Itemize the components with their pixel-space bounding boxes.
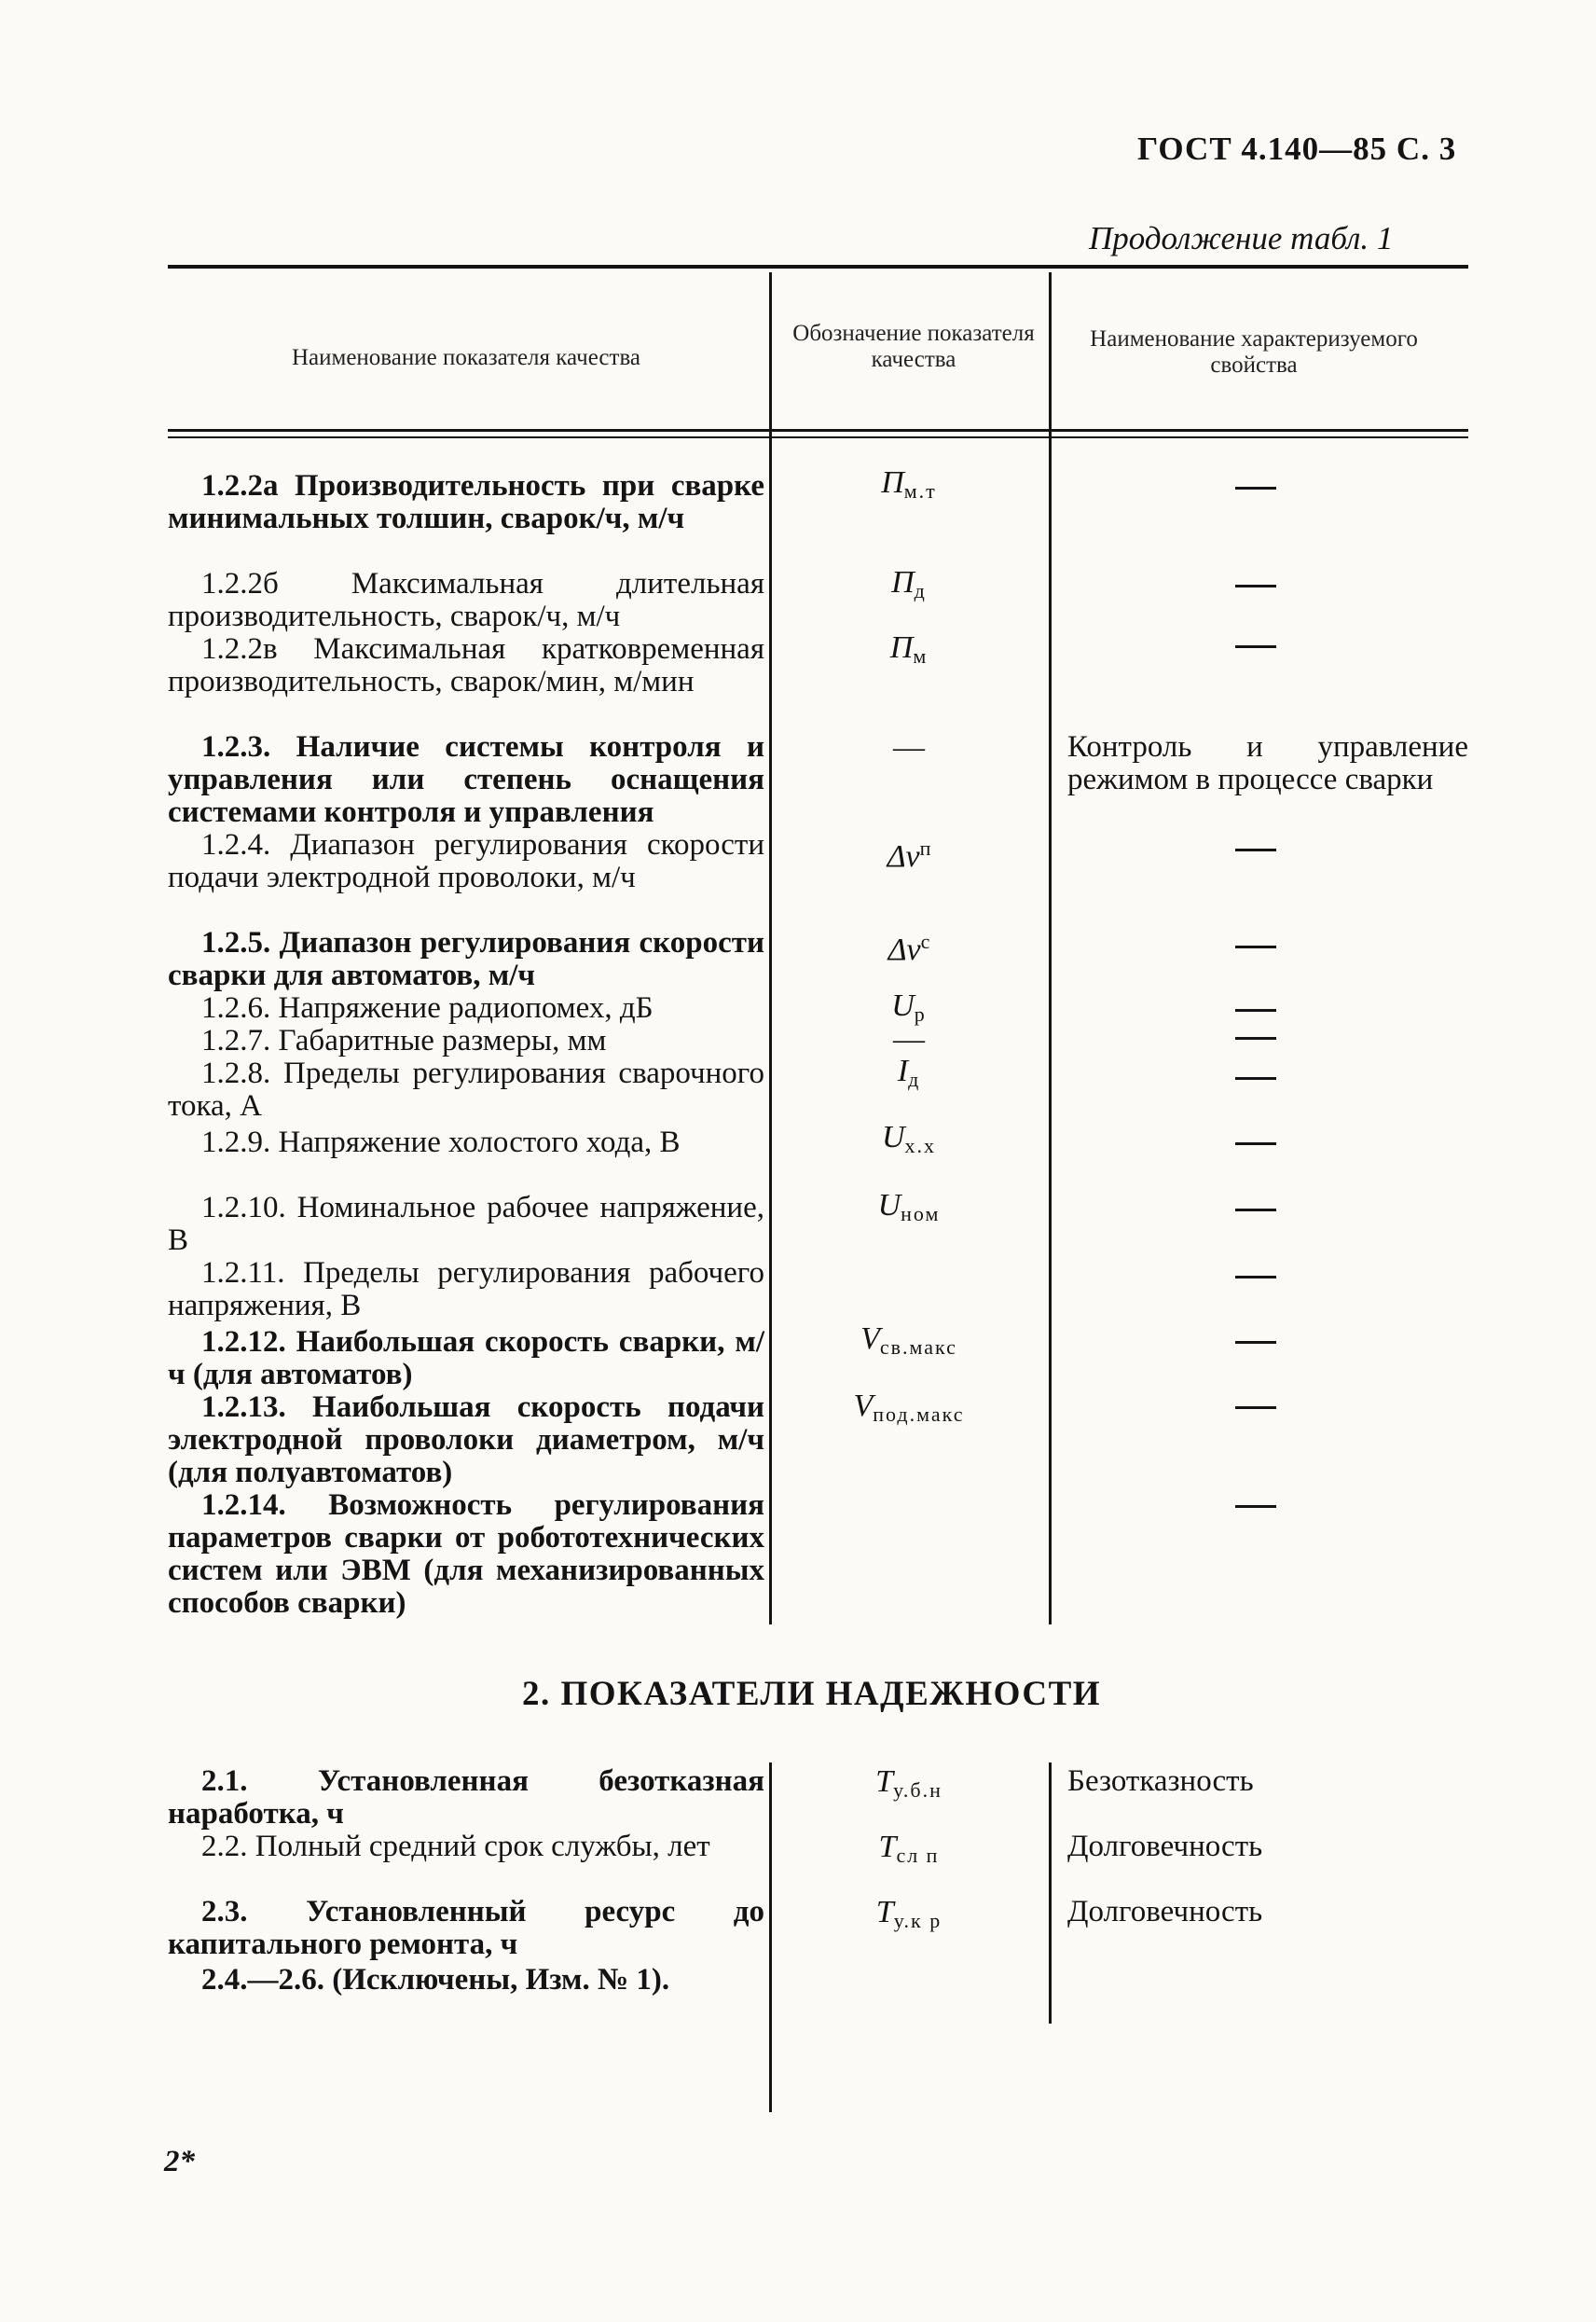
table-row	[168, 927, 764, 992]
property-text: Контроль и управление режимом в процессе сварки	[1067, 730, 1468, 796]
table-top-rule	[168, 265, 1468, 269]
indicator-symbol: —	[893, 1022, 925, 1057]
table-row	[168, 1489, 764, 1620]
indicator-symbol: —	[893, 730, 925, 765]
table-row	[168, 1326, 764, 1391]
column-divider-2	[1049, 272, 1052, 1624]
table-row	[168, 568, 764, 633]
property-dash	[1235, 645, 1276, 648]
signature-mark: 2*	[164, 2145, 195, 2178]
property-text: Безотказность	[1067, 1764, 1254, 1798]
indicator-name: 1.2.13. Наибольшая скорость подачи электродной проволоки диаметром, м/ч (для полуавтоматов)	[168, 1390, 764, 1489]
indicator-symbol: $П_д$	[891, 565, 927, 602]
section-title: 2. ПОКАЗАТЕЛИ НАДЕЖНОСТИ	[522, 1675, 1102, 1713]
property-dash	[1235, 487, 1276, 490]
property-dash	[1235, 1037, 1276, 1040]
indicator-name: 1.2.3. Наличие системы контроля и управления или степень оснащения системами контроля и управления	[168, 730, 764, 829]
indicator-name: 1.2.7. Габаритные размеры, мм	[201, 1024, 607, 1057]
table-row	[168, 1057, 764, 1123]
indicator-symbol: $П_м$	[889, 630, 929, 668]
column-header-name: Наименование показателя качества	[291, 345, 641, 370]
indicator-name: 1.2.9. Напряжение холостого хода, В	[201, 1126, 681, 1159]
indicator-name: 1.2.8. Пределы регулирования сварочного тока, А	[168, 1057, 764, 1123]
column-header-symbol: Обозначение показателя качества	[792, 321, 1035, 372]
property-dash	[1235, 946, 1276, 948]
indicator-symbol: $T_{сл п}$	[878, 1830, 940, 1867]
table-row	[168, 1025, 764, 1057]
indicator-name: 1.2.2а Производительность при сварке минимальных толшин, сварок/ч, м/ч	[168, 469, 764, 535]
indicator-name: 1.2.4. Диапазон регулирования скорости подачи электродной проволоки, м/ч	[168, 828, 764, 894]
property-dash	[1235, 1505, 1276, 1508]
property-dash	[1235, 1341, 1276, 1344]
indicator-name: 1.2.5. Диапазон регулирования скорости сварки для автоматов, м/ч	[168, 926, 764, 992]
property-dash	[1235, 1009, 1276, 1012]
indicator-symbol: $I_д$	[897, 1054, 921, 1091]
indicator-name: 1.2.2в Максимальная кратковременная производительность, сварок/мин, м/мин	[168, 632, 764, 698]
indicator-symbol: $П_{м.т}$	[881, 465, 937, 503]
table-row	[168, 1126, 764, 1192]
table-row	[168, 992, 764, 1025]
indicator-name: 1.2.2б Максимальная длительная производительность, сварок/ч, м/ч	[168, 567, 764, 633]
table-row	[168, 1831, 764, 1896]
property-text: Долговечность	[1067, 1895, 1263, 1928]
indicator-symbol: $T_{у.б.н}$	[875, 1764, 942, 1802]
indicator-name: 1.2.10. Номинальное рабочее напряжение, В	[168, 1191, 764, 1257]
indicator-symbol: $U_{ном}$	[877, 1188, 941, 1225]
table-continuation-label: Продолжение табл. 1	[1089, 220, 1394, 256]
table-row	[168, 1257, 764, 1322]
indicator-symbol: $\Delta v^с$	[887, 930, 930, 967]
indicator-name: 1.2.14. Возможность регулирования параметров сварки от робототехнических систем или ЭВМ (для механизированных способов сварки)	[168, 1488, 764, 1620]
page-reference: ГОСТ 4.140—85 С. 3	[1137, 131, 1457, 167]
table-row	[168, 1391, 764, 1489]
indicator-symbol: $V_{под.макс}$	[853, 1389, 965, 1426]
column-header-property: Наименование характеризуемого свойства	[1090, 326, 1418, 378]
column-divider-1-section2	[769, 1762, 772, 2112]
indicator-symbol: $T_{у.к р}$	[875, 1895, 942, 1932]
property-dash	[1235, 1142, 1276, 1145]
indicator-name: 2.2. Полный средний срок службы, лет	[201, 1830, 710, 1863]
table-row	[168, 829, 764, 927]
column-divider-1	[769, 272, 772, 1624]
indicator-name: 2.1. Установленная безотказная наработка, ч	[168, 1764, 764, 1831]
indicator-name: 2.4.—2.6. (Исключены, Изм. № 1).	[201, 1963, 670, 1997]
indicator-name: 2.3. Установленный ресурс до капитального ремонта, ч	[168, 1895, 764, 1961]
property-dash	[1235, 849, 1276, 851]
indicator-name: 1.2.11. Пределы регулирования рабочего напряжения, В	[168, 1256, 764, 1322]
property-dash	[1235, 1077, 1276, 1080]
indicator-name: 1.2.12. Наибольшая скорость сварки, м/ч (для автоматов)	[168, 1325, 764, 1391]
indicator-symbol: $U_р$	[891, 988, 927, 1026]
table-row	[168, 1964, 764, 2001]
indicator-symbol: $V_{св.макс}$	[860, 1321, 957, 1359]
table-row	[168, 1765, 764, 1831]
table-head-rule-1	[168, 429, 1468, 432]
property-dash	[1235, 1406, 1276, 1409]
property-dash	[1235, 585, 1276, 587]
table-head-rule-2	[168, 436, 1468, 438]
table-row	[168, 633, 764, 731]
table-row	[168, 1896, 764, 1961]
property-dash	[1235, 1276, 1276, 1278]
indicator-name: 1.2.6. Напряжение радиопомех, дБ	[201, 991, 654, 1025]
indicator-symbol: $\Delta v^п$	[887, 836, 931, 874]
indicator-symbol: $U_{х.х}$	[881, 1120, 937, 1157]
property-dash	[1235, 1209, 1276, 1211]
table-row	[168, 470, 764, 568]
property-text: Долговечность	[1067, 1830, 1263, 1863]
column-divider-2-section2	[1049, 1762, 1052, 2024]
table-row	[168, 1192, 764, 1257]
table-row	[168, 731, 764, 829]
